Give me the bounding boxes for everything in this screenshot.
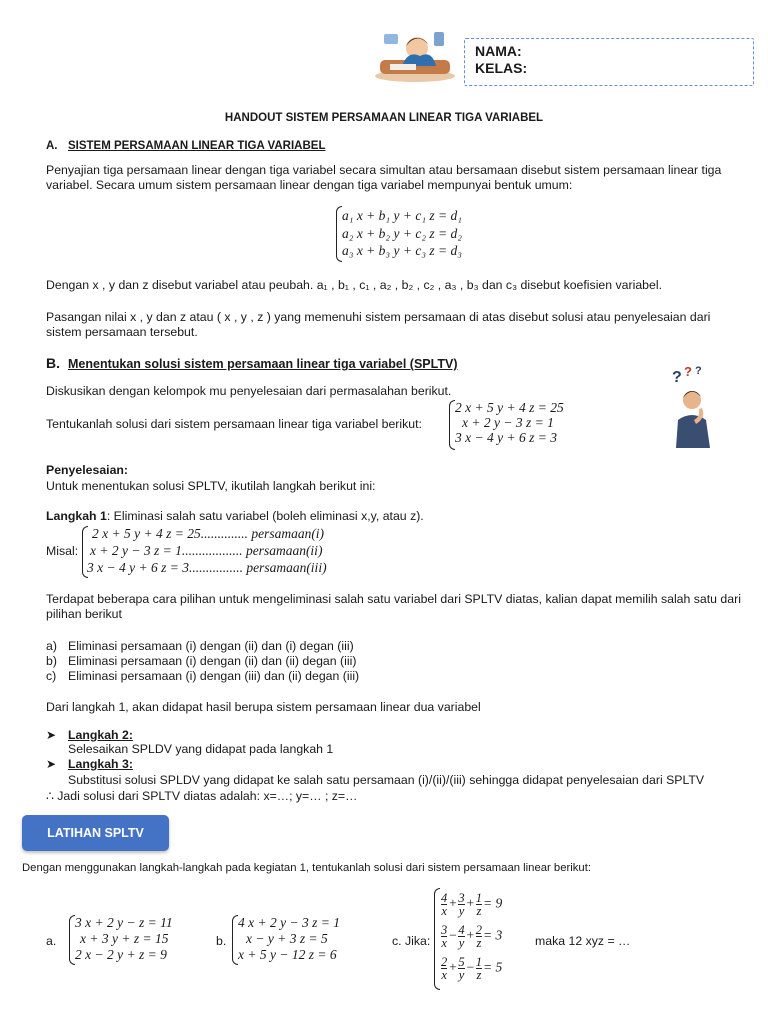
discuss-text: Diskusikan dengan kelompok mu penyelesaian dari permasalahan berikut. — [46, 384, 452, 398]
exercise-b-label: b. — [216, 934, 227, 948]
c2-num-z: 2 — [475, 923, 482, 937]
option-c-text: Eliminasi persamaan (i) dengan (iii) dan (ii) degan (iii) — [68, 669, 360, 683]
task-text: Tentukanlah solusi dari sistem persamaan linear tiga variabel berikut: — [46, 417, 422, 431]
section-b-heading: Menentukan solusi sistem persamaan linear tiga variabel (SPLTV) — [68, 357, 458, 371]
step-3-label: Langkah 3: — [68, 757, 133, 771]
latihan-spltv-button[interactable]: LATIHAN SPLTV — [22, 815, 169, 851]
section-a-intro: Penyajian tiga persamaan linear dengan tiga variabel secara simultan atau bersamaan disebut sistem persamaan linear tiga variabel. Secara umum sistem persamaan linear dengan tiga variabel mempunyai bentuk umum: — [46, 163, 722, 192]
c3-op-1: + — [448, 959, 458, 975]
variables-text: Dengan x , y dan z disebut variabel atau peubah. a₁ , b₁ , c₁ , a₂ , b₂ , c₂ , a₃ , b₃ dan c₃ disebut koefisien variabel. — [46, 278, 662, 292]
c1-den-z: z — [476, 904, 482, 918]
step-3-text: Substitusi solusi SPLDV yang didapat ke salah satu persamaan (i)/(ii)/(iii) sehingga didapat penyelesaian dari SPLTV — [68, 773, 705, 787]
c3-den-x: x — [441, 968, 447, 982]
name-class-box — [464, 38, 754, 86]
c2-den-y: y — [458, 936, 465, 950]
exercise-c-tail: maka 12 xyz = … — [535, 934, 631, 948]
options-intro: Terdapat beberapa cara pilihan untuk mengeliminasi salah satu variabel dari SPLTV diatas, kalian dapat memilih salah satu dari pilihan berikut — [46, 592, 741, 621]
c3-num-z: 1 — [475, 955, 482, 969]
section-b-marker: B. — [46, 355, 60, 371]
c3-den-z: z — [476, 968, 482, 982]
step-1 — [46, 509, 424, 524]
c3-op-2: − — [465, 959, 475, 975]
task-eq-1: 2 x + 5 y + 4 z = 25 — [455, 400, 564, 415]
exercise-c-eq-1 — [440, 892, 502, 917]
option-b-letter: b) — [46, 654, 57, 668]
svg-text:?: ? — [695, 365, 702, 377]
general-form-eq-3: a₃ x + b₃ y + c₃ z = d₃ — [342, 243, 462, 258]
exercise-a-label: a. — [46, 934, 57, 948]
c2-rhs: = 3 — [483, 927, 503, 943]
c1-den-x: x — [441, 904, 447, 918]
exercise-c-eq-2 — [440, 924, 502, 949]
exercise-a-eq-2: x + 3 y + z = 15 — [80, 931, 169, 946]
conclusion-text: ∴ Jadi solusi dari SPLTV diatas adalah: x=…; y=… ; z=… — [46, 789, 358, 803]
c2-op-1: − — [448, 927, 458, 943]
c2-num-x: 3 — [441, 923, 448, 937]
option-b — [46, 654, 356, 669]
thinking-person-illustration — [666, 360, 718, 448]
c1-op-2: + — [465, 895, 475, 911]
name-label: NAMA: — [475, 43, 522, 59]
option-a-letter: a) — [46, 639, 57, 653]
solution-definition-text: Pasangan nilai x , y dan z atau ( x , y , z ) yang memenuhi sistem persamaan di atas disebut solusi atau penyelesaian dari sistem persamaan tersebut. — [46, 310, 711, 339]
svg-text:?: ? — [672, 369, 682, 386]
misal-eq-3: 3 x − 4 y + 6 z = 3................ persamaan(iii) — [87, 560, 327, 575]
c3-num-x: 2 — [441, 955, 448, 969]
c2-den-z: z — [476, 936, 482, 950]
exercise-b-eq-1: 4 x + 2 y − 3 z = 1 — [238, 915, 340, 930]
option-b-text: Eliminasi persamaan (i) dengan (ii) dan (ii) degan (iii) — [68, 654, 357, 668]
c1-num-z: 1 — [475, 891, 482, 905]
student-writing-illustration — [372, 26, 458, 82]
solution-label: Penyelesaian: — [46, 463, 129, 477]
c3-rhs: = 5 — [483, 959, 503, 975]
exercise-c-eq-3 — [440, 956, 502, 981]
exercise-b-eq-3: x + 5 y − 12 z = 6 — [238, 947, 337, 962]
general-form-eq-2: a₂ x + b₂ y + c₂ z = d₂ — [342, 226, 462, 241]
c1-den-y: y — [458, 904, 465, 918]
svg-text:?: ? — [684, 364, 692, 379]
solution-intro: Untuk menentukan solusi SPLTV, ikutilah langkah berikut ini: — [46, 479, 376, 493]
exercise-b-eq-2: x − y + 3 z = 5 — [246, 931, 328, 946]
exercise-c-label: c. Jika: — [392, 934, 431, 948]
step-1-result: Dari langkah 1, akan didapat hasil berupa sistem persamaan linear dua variabel — [46, 700, 481, 714]
exercise-instruction: Dengan menggunakan langkah-langkah pada kegiatan 1, tentukanlah solusi dari sistem persamaan linear berikut: — [22, 862, 591, 874]
c2-op-2: + — [465, 927, 475, 943]
option-a — [46, 639, 354, 654]
task-eq-2: x + 2 y − 3 z = 1 — [462, 415, 554, 430]
step-1-text: : Eliminasi salah satu variabel (boleh eliminasi x,y, atau z). — [106, 509, 424, 523]
c1-rhs: = 9 — [483, 895, 503, 911]
arrow-bullet-icon: ➤ — [46, 728, 57, 742]
c1-op-1: + — [448, 895, 458, 911]
c2-num-y: 4 — [458, 923, 465, 937]
option-c-letter: c) — [46, 669, 57, 683]
task-eq-3: 3 x − 4 y + 6 z = 3 — [455, 430, 557, 445]
arrow-bullet-icon: ➤ — [46, 757, 57, 771]
general-form-eq-1: a₁ x + b₁ y + c₁ z = d₁ — [342, 208, 462, 223]
exercise-a-eq-3: 2 x − 2 y + z = 9 — [75, 947, 167, 962]
page-title: HANDOUT SISTEM PERSAMAAN LINEAR TIGA VARIABEL — [224, 112, 544, 124]
class-label: KELAS: — [475, 60, 528, 76]
c3-den-y: y — [458, 968, 465, 982]
misal-eq-1: 2 x + 5 y + 4 z = 25.............. persamaan(i) — [92, 526, 325, 541]
c1-num-y: 3 — [458, 891, 465, 905]
step-2-text: Selesaikan SPLDV yang didapat pada langkah 1 — [68, 742, 334, 756]
misal-eq-2: x + 2 y − 3 z = 1.................. persamaan(ii) — [90, 543, 323, 558]
c1-num-x: 4 — [441, 891, 448, 905]
step-1-label: Langkah 1 — [46, 509, 107, 523]
step-2-label: Langkah 2: — [68, 728, 133, 742]
option-c — [46, 669, 359, 684]
c2-den-x: x — [441, 936, 447, 950]
c3-num-y: 5 — [458, 955, 465, 969]
section-a-marker: A. — [46, 140, 58, 152]
misal-label: Misal: — [46, 544, 79, 558]
section-a-heading: SISTEM PERSAMAAN LINEAR TIGA VARIABEL — [68, 140, 326, 152]
exercise-a-eq-1: 3 x + 2 y − z = 11 — [75, 915, 173, 930]
option-a-text: Eliminasi persamaan (i) dengan (ii) dan (i) degan (iii) — [68, 639, 354, 653]
